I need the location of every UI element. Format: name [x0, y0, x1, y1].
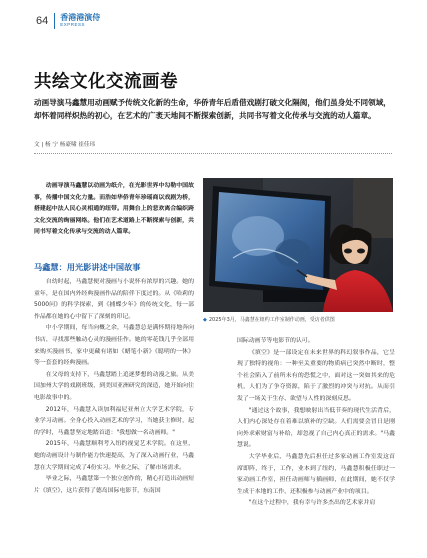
body-paragraph: 中小学期间，每当向概之余，马鑫慧总是满怀期待地奔向书店，寻找那些触动心灵的漫画佳作。她的零花钱几乎全部用来购买漫画书，家中更藏有诸如《蜡笔小新》《聪明的一休》等一套套的经典漫画。 [34, 325, 194, 367]
photo-illustration [203, 178, 393, 312]
article-title: 共绘文化交流画卷 [34, 72, 178, 92]
body-paragraph: 毕业之际，马鑫慧第一个独立创作的，精心打造出动画短片《填空》，这片获得了德岛国际电影节，东南国 [34, 476, 194, 494]
body-paragraph: 2015年，马鑫慧顺利考入纽约视觉艺术学院。在这里，她的动画设计与制作能力快速提高，为了深入动画行业，马鑫慧在大学期间完成了4份实习。毕业之际，了解市场需求。 [34, 441, 194, 471]
article-photo [203, 178, 393, 312]
intro-column [34, 181, 194, 239]
caption-text: 2025年3月，马鑫慧在纽约工作室制作动画，受访者供图 [208, 317, 335, 323]
right-body-column [237, 336, 395, 510]
body-paragraph: 2012年，马鑫慧入读加利福尼亚州立大学艺术学院，专业学习动画。全身心投入动画艺术的学习，当她获主修时，起的学时，马鑫慧坚定地踏首道："我想做一名动画师。" [34, 406, 194, 436]
article-byline: 文 | 杨 宁 杨豪啸 崔佳玮 [34, 142, 96, 148]
left-body-column [34, 277, 194, 497]
header-divider [54, 13, 55, 29]
body-paragraph: 《填空》是一部设定在未来世界的科幻叙事作品，它呈现了独特的视角：一种至关重要的物质病已突然中断时，整个社会陷入了前所未有的恐慌之中，面对这一突如其来的危机，人们为了争夺资源，陷于了激烈的冲突与对抗。从而引发了一场关于生存、欲望与人性的深刻反思。 [237, 349, 395, 402]
section-divider [34, 153, 392, 154]
body-paragraph: 国际动画节等电影节的认可。 [237, 338, 314, 344]
body-paragraph: 在父母的支持下，马鑫慧踏上追逐梦想的动漫之旅。从美国加州大学的戏剧班级，到美国亚洲研究的深造，她开始向往电影故事中的。 [34, 371, 194, 401]
caption-marker-icon: ◆ [203, 317, 207, 323]
intro-paragraph: 动画导演马鑫慧以动画为纸介，在光影世界中勾勒中国故事，传播中国文化力量。而浩如华侨青年珍瑶商以戏剧为桥，搭建起中法人民心灵相通的纽带。用舞台上的悲欢离合编织跨文化交流的绚丽网络。他们在艺术道路上不断探索与创新，共同书写着文化传承与交流的动人篇章。 [34, 183, 194, 236]
page-number: 64 [36, 15, 49, 27]
section-subhead: 马鑫慧：用光影讲述中国故事 [34, 262, 141, 272]
magazine-name-en: EXPRESS [60, 22, 86, 28]
article-lede: 动画导演马鑫慧用动画赋予传统文化新的生命，华侨青年后盾借戏剧打破文化隔阂，他们虽身处不同领域，却怀着同样炽热的初心，在艺术的广袤天地间不断探索创新，共同书写着文化传承与交流的动人篇章。 [34, 98, 391, 120]
body-paragraph: "通过这个故事，我想映射出当低节奏的现代生活背后，人们内心深处存在着难以填补的空缺。人们需要会冒日是刚向外求索财富与补给，却忽视了自己内心真正的需求。"马鑫慧说。 [237, 407, 395, 449]
photo-caption [203, 316, 393, 323]
magazine-name: 香港港演侍 [60, 13, 101, 23]
body-paragraph: 自幼时起，马鑫慧便对漫画与小说怀有浓厚的兴趣。她的童年，是在国内外经典漫画作品的陪伴下度过的。从《哈莉的5000问》的科学探索，到《捕蝶少年》的传统文化，每一部作品都在她的心中留下了深刻的印记。 [34, 279, 194, 320]
magazine-logo [60, 14, 100, 28]
body-paragraph: "在这个过程中，我有幸与许多杰出的艺术家并肩 [248, 500, 376, 507]
body-paragraph: 大学毕业后，马鑫慧先后担任过多家动画工作室发这首席即阵，终于，工作，业本到了纽约，马鑫慧积极任职过一家动画工作室，担任动画师与插画师，在此期间，她不仅学生成于本地的工作，还积极参与动画产业中的项目。 [237, 453, 395, 495]
page-header [36, 8, 100, 34]
